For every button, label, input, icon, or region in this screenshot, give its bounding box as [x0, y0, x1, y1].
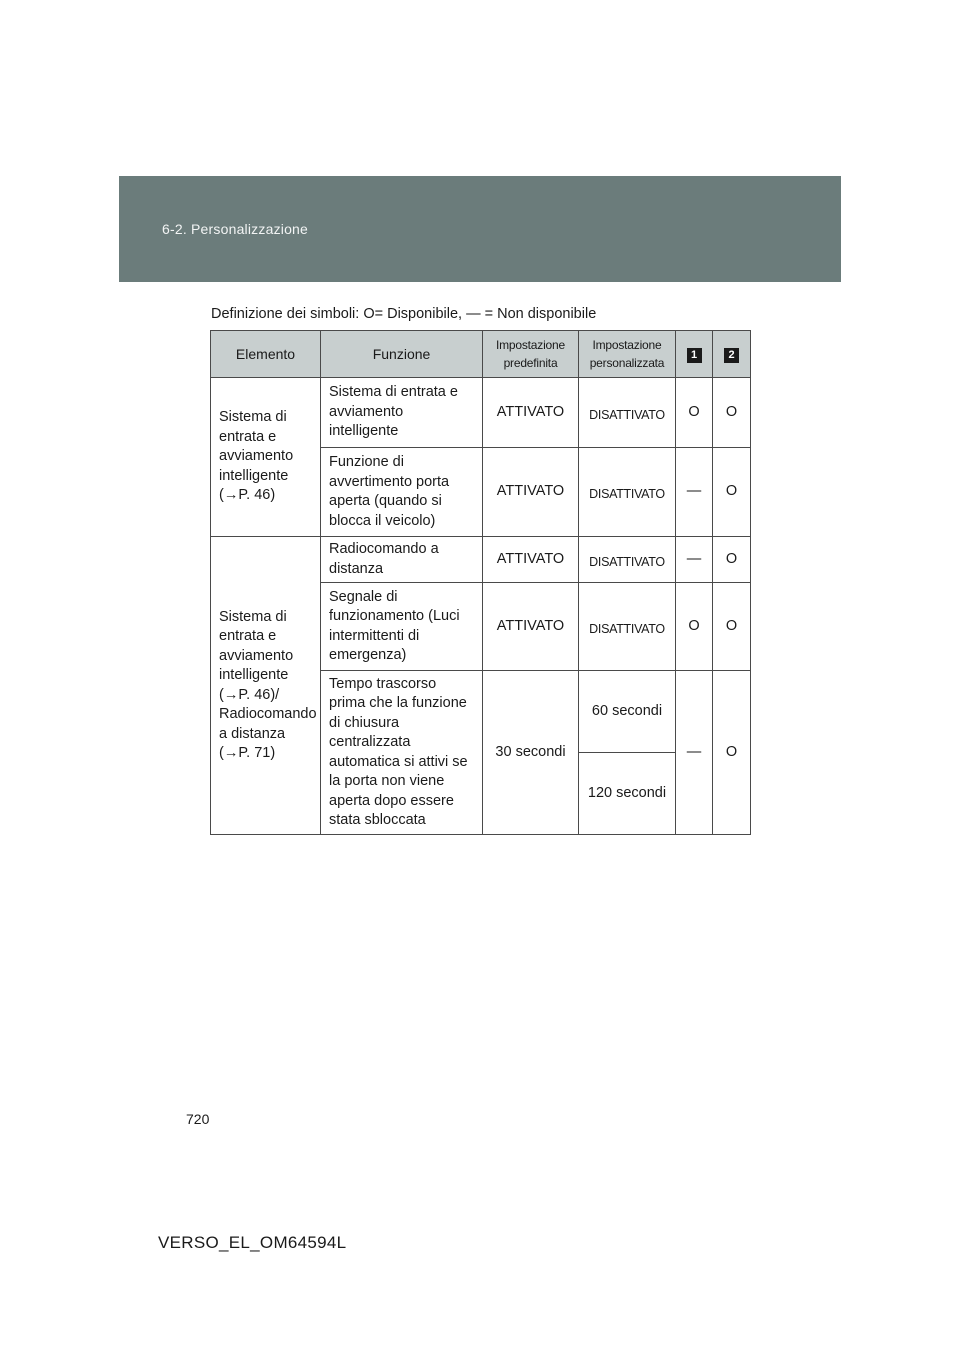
table-header-row [211, 331, 751, 378]
cell-elemento: Sistema di entrata e avviamento intelligente (→P. 46) [211, 378, 321, 537]
cell-col-2: O [713, 537, 751, 583]
section-header-band [119, 176, 841, 282]
header-impostazione-personalizzata: Impostazione personalizzata [579, 331, 676, 378]
cell-elemento: Sistema di entrata e avviamento intelligente (→P. 46)/ Radiocomando a distanza (→P. 71) [211, 537, 321, 835]
cell-col-1: — [676, 448, 713, 537]
cell-personalizzata: 60 secondi [579, 671, 676, 753]
cell-personalizzata: DISATTIVATO [579, 583, 676, 671]
table-row [211, 537, 751, 583]
cell-predefinita: ATTIVATO [483, 378, 579, 448]
number-1-badge: 1 [687, 348, 702, 363]
page-number: 720 [186, 1111, 210, 1127]
cell-funzione: Segnale di funzionamento (Luci intermittenti di emergenza) [321, 583, 483, 671]
document-code: VERSO_EL_OM64594L [158, 1233, 347, 1252]
cell-funzione: Funzione di avvertimento porta aperta (quando si blocca il veicolo) [321, 448, 483, 537]
header-elemento: Elemento [211, 331, 321, 378]
header-funzione: Funzione [321, 331, 483, 378]
cell-col-1: O [676, 378, 713, 448]
header-impostazione-predefinita: Impostazione predefinita [483, 331, 579, 378]
cell-personalizzata: DISATTIVATO [579, 378, 676, 448]
cell-personalizzata: DISATTIVATO [579, 537, 676, 583]
cell-predefinita: ATTIVATO [483, 537, 579, 583]
cell-col-1: O [676, 583, 713, 671]
header-col-2 [713, 331, 751, 378]
cell-col-2: O [713, 671, 751, 835]
cell-personalizzata: 120 secondi [579, 753, 676, 835]
cell-col-2: O [713, 448, 751, 537]
cell-col-1: — [676, 537, 713, 583]
cell-col-1: — [676, 671, 713, 835]
cell-personalizzata: DISATTIVATO [579, 448, 676, 537]
cell-funzione: Tempo trascorso prima che la funzione di chiusura centralizzata automatica si attivi se la porta non viene aperta dopo essere stata sbloccata [321, 671, 483, 835]
header-col-1 [676, 331, 713, 378]
cell-predefinita: ATTIVATO [483, 583, 579, 671]
symbol-legend: Definizione dei simboli: O= Disponibile, — = Non disponibile [211, 306, 597, 322]
table-row [211, 378, 751, 448]
cell-funzione: Radiocomando a distanza [321, 537, 483, 583]
section-title: 6-2. Personalizzazione [162, 221, 309, 237]
cell-col-2: O [713, 583, 751, 671]
cell-funzione: Sistema di entrata e avviamento intelligente [321, 378, 483, 448]
cell-col-2: O [713, 378, 751, 448]
cell-predefinita: ATTIVATO [483, 448, 579, 537]
cell-predefinita: 30 secondi [483, 671, 579, 835]
number-2-badge: 2 [724, 348, 739, 363]
customization-table [210, 330, 751, 835]
